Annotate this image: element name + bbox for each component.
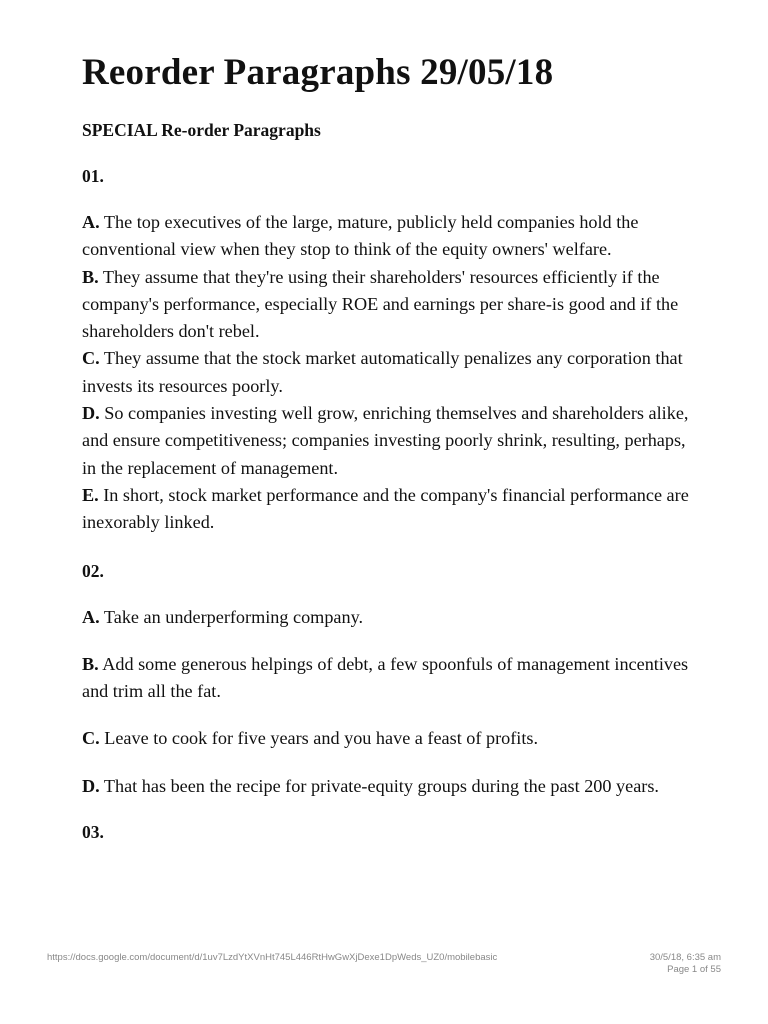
question-paragraphs	[82, 209, 694, 537]
paragraph-item	[82, 604, 694, 631]
paragraph-label: D.	[82, 775, 100, 796]
paragraph-text: In short, stock market performance and the company's financial performance are inexorably linked.	[82, 484, 689, 533]
document-page	[82, 50, 694, 844]
paragraph-text: So companies investing well grow, enriching themselves and shareholders alike, and ensure competitiveness; companies investing poorly shrink, resulting, perhaps, in the replacement of management.	[82, 403, 689, 478]
paragraph-item	[82, 651, 694, 706]
paragraph-item	[82, 482, 694, 537]
paragraph-item	[82, 773, 694, 800]
paragraph-item	[82, 345, 694, 400]
paragraph-text: Take an underperforming company.	[103, 606, 364, 627]
question-number: 03.	[82, 822, 104, 843]
paragraph-label: B.	[82, 653, 99, 674]
paragraph-item	[82, 725, 694, 752]
footer-timestamp: 30/5/18, 6:35 am	[649, 952, 721, 963]
document-title: Reorder Paragraphs 29/05/18	[82, 52, 554, 93]
paragraph-label: A.	[82, 212, 100, 232]
footer-meta	[650, 952, 721, 976]
paragraph-label: C.	[82, 348, 100, 369]
paragraph-text: Add some generous helpings of debt, a few spoonfuls of management incentives and trim all the fat.	[82, 653, 689, 702]
footer-url: https://docs.google.com/document/d/1uv7LzdYtXVnHt745L446RtHwGwXjDexe1DpWeds_UZ0/mobilebasic	[47, 952, 498, 963]
footer-page-number: Page 1 of 55	[667, 964, 721, 975]
question-number: 01.	[82, 166, 104, 186]
paragraph-item	[82, 264, 694, 346]
paragraph-text: That has been the recipe for private-equity groups during the past 200 years.	[103, 775, 659, 796]
question-number: 02.	[82, 560, 104, 581]
paragraph-label: C.	[82, 728, 100, 749]
paragraph-label: A.	[82, 606, 100, 627]
paragraph-item	[82, 209, 694, 264]
document-subtitle: SPECIAL Re-order Paragraphs	[82, 120, 321, 140]
paragraph-text: They assume that they're using their shareholders' resources efficiently if the company's performance, especially ROE and earnings per share-is good and if the shareholders don't rebel.	[82, 266, 679, 342]
paragraph-label: D.	[82, 403, 100, 424]
paragraph-label: B.	[82, 266, 99, 287]
paragraph-item	[82, 400, 694, 482]
paragraph-label: E.	[82, 484, 99, 505]
paragraph-text: The top executives of the large, mature, publicly held companies hold the conventional view when they stop to think of the equity owners' welfare.	[82, 212, 639, 260]
paragraph-text: Leave to cook for five years and you have a feast of profits.	[104, 728, 539, 749]
paragraph-text: They assume that the stock market automatically penalizes any corporation that invests its resources poorly.	[82, 348, 683, 396]
